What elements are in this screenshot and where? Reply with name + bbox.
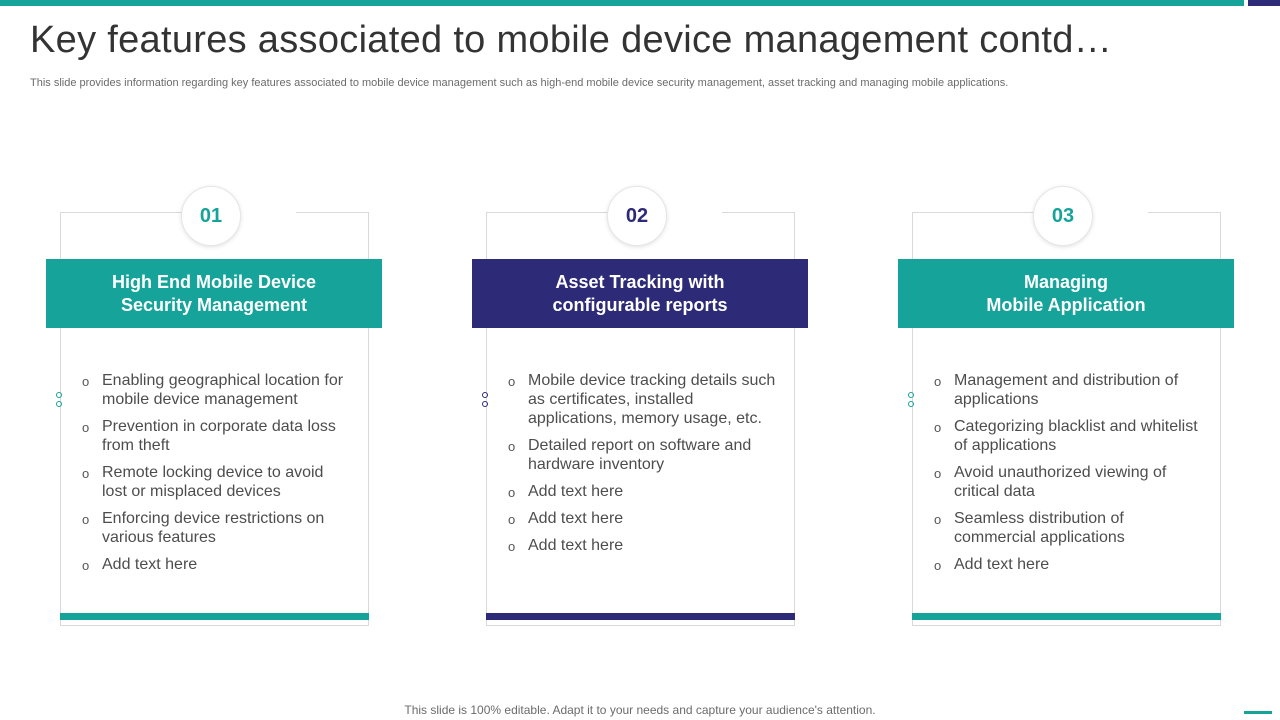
top-accent-bar [0, 0, 1244, 6]
circle-bullet-icon: o [82, 374, 90, 389]
card-bottom-bar [60, 613, 369, 620]
circle-bullet-icon: o [82, 420, 90, 435]
circle-bullet-icon: o [934, 466, 942, 481]
list-item: o Add text here [934, 556, 1050, 573]
list-item: o Seamless distribution of commercial applications [934, 510, 1125, 546]
list-item: o Prevention in corporate data loss from theft [82, 418, 336, 454]
feature-card-1 [46, 185, 446, 635]
card-header-line-2: Mobile Application [986, 294, 1146, 315]
decorative-dots-icon [908, 392, 918, 410]
card-bullet-list [934, 371, 1202, 582]
circle-bullet-icon: o [934, 512, 942, 527]
circle-bullet-icon: o [508, 439, 516, 454]
circle-bullet-icon: o [508, 485, 516, 500]
card-header-line-2: Security Management [120, 294, 308, 315]
card-header-line-1: Asset Tracking with [555, 271, 725, 292]
circle-bullet-icon: o [508, 512, 516, 527]
circle-bullet-icon: o [934, 374, 942, 389]
list-item: o Add text here [508, 537, 624, 554]
circle-bullet-icon: o [508, 374, 516, 389]
card-bottom-bar [486, 613, 795, 620]
list-item: o Management and distribution of applications [934, 372, 1179, 408]
card-number-badge: 03 [1033, 186, 1093, 246]
card-header [898, 259, 1234, 328]
list-item: o Mobile device tracking details such as certificates, installed applications, memory usage, etc. [508, 372, 776, 427]
card-bottom-bar [912, 613, 1221, 620]
list-item: o Add text here [82, 556, 198, 573]
card-bullet-list [508, 371, 776, 563]
card-bullet-list [82, 371, 350, 582]
page-title: Key features associated to mobile device management contd… [30, 19, 1112, 61]
top-accent-bar-corner [1248, 0, 1280, 6]
card-number-badge: 02 [607, 186, 667, 246]
list-item: o Remote locking device to avoid lost or misplaced devices [82, 464, 324, 500]
feature-card-2 [472, 185, 872, 635]
card-header [472, 259, 808, 328]
page-subtitle: This slide provides information regarding key features associated to mobile device management such as high-end mobile device security management, asset tracking and managing mobile applications. [30, 77, 1009, 89]
circle-bullet-icon: o [934, 558, 942, 573]
footer-note: This slide is 100% editable. Adapt it to your needs and capture your audience's attention. [404, 703, 876, 717]
feature-card-3 [898, 185, 1280, 635]
decorative-dots-icon [56, 392, 66, 410]
circle-bullet-icon: o [508, 539, 516, 554]
circle-bullet-icon: o [82, 512, 90, 527]
card-header-line-2: configurable reports [552, 294, 728, 315]
circle-bullet-icon: o [934, 420, 942, 435]
circle-bullet-icon: o [82, 466, 90, 481]
list-item: o Enforcing device restrictions on various features [82, 510, 325, 546]
card-header-line-1: Managing [1023, 271, 1108, 292]
list-item: o Add text here [508, 510, 624, 527]
circle-bullet-icon: o [82, 558, 90, 573]
list-item: o Detailed report on software and hardware inventory [508, 437, 752, 473]
card-header [46, 259, 382, 328]
card-header-line-1: High End Mobile Device [111, 271, 317, 292]
list-item: o Enabling geographical location for mobile device management [82, 372, 344, 408]
list-item: o Avoid unauthorized viewing of critical data [934, 464, 1167, 500]
card-number-badge: 01 [181, 186, 241, 246]
footer-accent-line [1244, 711, 1272, 714]
list-item: o Categorizing blacklist and whitelist of applications [934, 418, 1198, 454]
decorative-dots-icon [482, 392, 492, 410]
list-item: o Add text here [508, 483, 624, 500]
